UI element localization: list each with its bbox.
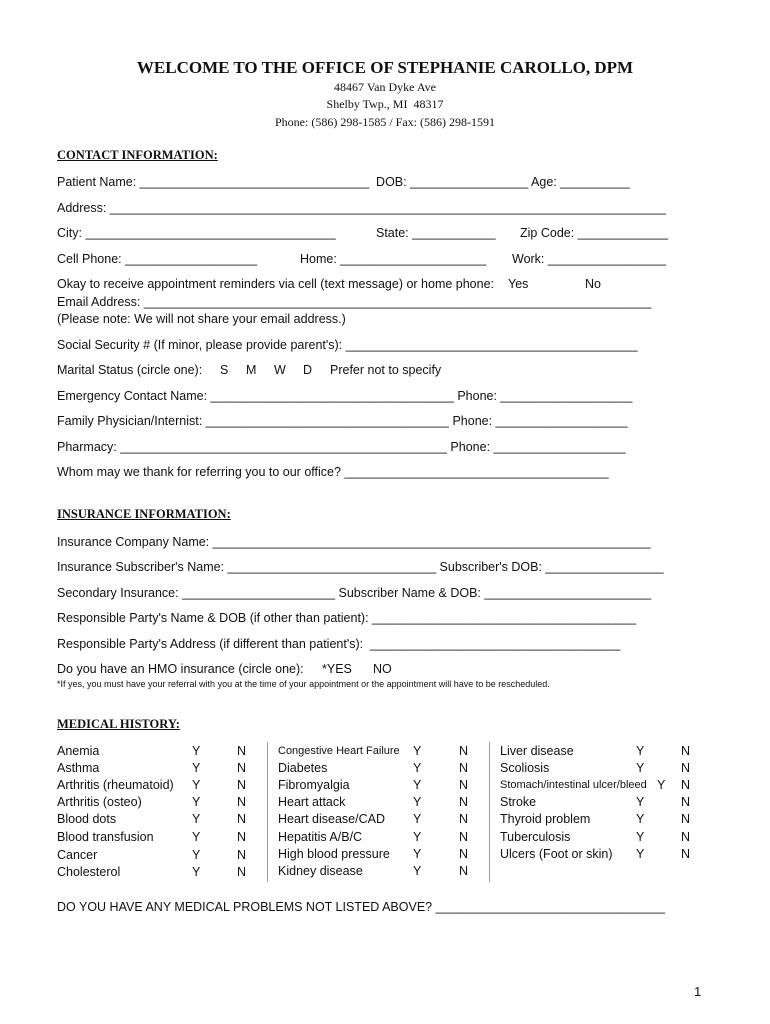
condition-kidney-disease: Kidney disease xyxy=(278,864,363,878)
contact-section-heading: CONTACT INFORMATION: xyxy=(57,148,218,162)
hmo-no-option[interactable]: NO xyxy=(373,662,392,676)
condition-thyroid-problem: Thyroid problem xyxy=(500,812,591,826)
yes-option[interactable]: Y xyxy=(413,847,422,861)
no-option[interactable]: N xyxy=(237,761,247,775)
condition-anemia: Anemia xyxy=(57,744,100,758)
no-option[interactable]: N xyxy=(681,830,691,844)
no-option[interactable]: N xyxy=(459,847,469,861)
no-option[interactable]: N xyxy=(681,778,691,792)
insurance-company-field[interactable]: Insurance Company Name: _______________________________________________________________ xyxy=(57,535,651,549)
condition-stomach-ulcer: Stomach/intestinal ulcer/bleed xyxy=(500,779,647,791)
condition-congestive-heart-failure: Congestive Heart Failure xyxy=(278,745,400,757)
no-option[interactable]: N xyxy=(237,830,247,844)
hmo-yes-option[interactable]: *YES xyxy=(322,662,352,676)
yes-option[interactable]: Y xyxy=(413,864,422,878)
yes-option[interactable]: Y xyxy=(192,761,201,775)
address-line-2: Shelby Twp., MI 48317 xyxy=(326,97,444,111)
insurance-subscriber-field[interactable]: Insurance Subscriber's Name: ______________________________ Subscriber's DOB: _________________ xyxy=(57,560,664,574)
yes-option[interactable]: Y xyxy=(636,830,645,844)
no-option[interactable]: N xyxy=(459,864,469,878)
condition-cancer: Cancer xyxy=(57,848,98,862)
no-option[interactable]: N xyxy=(237,778,247,792)
no-option[interactable]: N xyxy=(237,848,247,862)
condition-blood-dots: Blood dots xyxy=(57,812,117,826)
yes-option[interactable]: Y xyxy=(192,744,201,758)
cell-phone-field[interactable]: Cell Phone: ___________________ xyxy=(57,252,258,266)
reminders-question: Okay to receive appointment reminders via cell (text message) or home phone: xyxy=(57,277,495,291)
yes-option[interactable]: Y xyxy=(192,848,201,862)
marital-status-label: Marital Status (circle one): xyxy=(57,363,203,377)
yes-option[interactable]: Y xyxy=(636,812,645,826)
condition-high-blood-pressure: High blood pressure xyxy=(278,847,390,861)
zip-code-field[interactable]: Zip Code: _____________ xyxy=(520,226,669,240)
yes-option[interactable]: Y xyxy=(636,847,645,861)
no-option[interactable]: N xyxy=(681,795,691,809)
yes-option[interactable]: Y xyxy=(636,744,645,758)
family-physician-field[interactable]: Family Physician/Internist: ___________________________________ Phone: ___________________ xyxy=(57,414,628,428)
condition-asthma: Asthma xyxy=(57,761,100,775)
column-divider xyxy=(267,742,268,882)
no-option[interactable]: N xyxy=(681,744,691,758)
condition-scoliosis: Scoliosis xyxy=(500,761,550,775)
column-divider xyxy=(489,742,490,882)
no-option[interactable]: N xyxy=(681,847,691,861)
condition-cholesterol: Cholesterol xyxy=(57,865,121,879)
condition-arthritis-rheumatoid: Arthritis (rheumatoid) xyxy=(57,778,174,792)
yes-option[interactable]: Y xyxy=(657,778,666,792)
no-option[interactable]: N xyxy=(681,761,691,775)
hmo-referral-note: *If yes, you must have your referral with you at the time of your appointment or the appointment will have to be rescheduled. xyxy=(57,679,550,689)
condition-blood-transfusion: Blood transfusion xyxy=(57,830,154,844)
condition-fibromyalgia: Fibromyalgia xyxy=(278,778,350,792)
no-option[interactable]: N xyxy=(459,812,469,826)
state-field[interactable]: State: ____________ xyxy=(376,226,496,240)
condition-hepatitis: Hepatitis A/B/C xyxy=(278,830,363,844)
yes-option[interactable]: Y xyxy=(192,865,201,879)
condition-tuberculosis: Tuberculosis xyxy=(500,830,571,844)
responsible-party-name-field[interactable]: Responsible Party's Name & DOB (if other than patient): ______________________________________ xyxy=(57,611,637,625)
condition-heart-disease: Heart disease/CAD xyxy=(278,812,385,826)
yes-option[interactable]: Y xyxy=(192,795,201,809)
address-field[interactable]: Address: ________________________________________________________________________________ xyxy=(57,201,666,215)
reminders-no-option[interactable]: No xyxy=(585,277,601,291)
condition-heart-attack: Heart attack xyxy=(278,795,346,809)
yes-option[interactable]: Y xyxy=(192,812,201,826)
hmo-question: Do you have an HMO insurance (circle one): xyxy=(57,662,304,676)
referral-field[interactable]: Whom may we thank for referring you to our office? ______________________________________ xyxy=(57,465,609,479)
no-option[interactable]: N xyxy=(237,865,247,879)
yes-option[interactable]: Y xyxy=(413,744,422,758)
patient-name-field[interactable]: Patient Name: _________________________________ DOB: _________________ Age: __________ xyxy=(57,175,630,189)
secondary-insurance-field[interactable]: Secondary Insurance: ______________________ Subscriber Name & DOB: ________________________ xyxy=(57,586,652,600)
marital-option-married[interactable]: M xyxy=(246,363,257,377)
no-option[interactable]: N xyxy=(459,761,469,775)
emergency-contact-field[interactable]: Emergency Contact Name: ___________________________________ Phone: ___________________ xyxy=(57,389,633,403)
no-option[interactable]: N xyxy=(681,812,691,826)
address-line-1: 48467 Van Dyke Ave xyxy=(334,80,436,94)
home-phone-field[interactable]: Home: _____________________ xyxy=(300,252,487,266)
work-phone-field[interactable]: Work: _________________ xyxy=(512,252,667,266)
email-privacy-note: (Please note: We will not share your email address.) xyxy=(57,312,346,326)
marital-option-divorced[interactable]: D xyxy=(303,363,313,377)
condition-arthritis-osteo: Arthritis (osteo) xyxy=(57,795,142,809)
insurance-section-heading: INSURANCE INFORMATION: xyxy=(57,507,231,521)
social-security-field[interactable]: Social Security # (If minor, please provide parent's): __________________________________________ xyxy=(57,338,638,352)
yes-option[interactable]: Y xyxy=(636,795,645,809)
page-number: 1 xyxy=(694,984,702,999)
page-title: WELCOME TO THE OFFICE OF STEPHANIE CAROLLO, DPM xyxy=(136,58,634,77)
yes-option[interactable]: Y xyxy=(192,778,201,792)
yes-option[interactable]: Y xyxy=(192,830,201,844)
condition-ulcers: Ulcers (Foot or skin) xyxy=(500,847,613,861)
condition-liver-disease: Liver disease xyxy=(500,744,574,758)
medical-section-heading: MEDICAL HISTORY: xyxy=(57,717,180,731)
no-option[interactable]: N xyxy=(459,744,469,758)
no-option[interactable]: N xyxy=(237,744,247,758)
condition-stroke: Stroke xyxy=(500,795,537,809)
city-field[interactable]: City: ____________________________________ xyxy=(57,226,336,240)
other-medical-problems-field[interactable]: DO YOU HAVE ANY MEDICAL PROBLEMS NOT LISTED ABOVE? _________________________________ xyxy=(57,900,666,914)
reminders-yes-option[interactable]: Yes xyxy=(508,277,529,291)
yes-option[interactable]: Y xyxy=(636,761,645,775)
responsible-party-address-field[interactable]: Responsible Party's Address (if different than patient's): ____________________________________ xyxy=(57,637,621,651)
marital-option-widowed[interactable]: W xyxy=(274,363,286,377)
no-option[interactable]: N xyxy=(459,795,469,809)
phone-fax-line: Phone: (586) 298-1585 / Fax: (586) 298-1591 xyxy=(275,115,495,129)
no-option[interactable]: N xyxy=(459,830,469,844)
marital-option-single[interactable]: S xyxy=(220,363,229,377)
no-option[interactable]: N xyxy=(237,795,247,809)
no-option[interactable]: N xyxy=(237,812,247,826)
marital-option-prefer-not[interactable]: Prefer not to specify xyxy=(330,363,442,377)
email-address-field[interactable]: Email Address: _________________________________________________________________________ xyxy=(57,295,652,309)
yes-option[interactable]: Y xyxy=(413,761,422,775)
no-option[interactable]: N xyxy=(459,778,469,792)
yes-option[interactable]: Y xyxy=(413,778,422,792)
condition-diabetes: Diabetes xyxy=(278,761,328,775)
yes-option[interactable]: Y xyxy=(413,812,422,826)
yes-option[interactable]: Y xyxy=(413,795,422,809)
pharmacy-field[interactable]: Pharmacy: _______________________________________________ Phone: ___________________ xyxy=(57,440,626,454)
yes-option[interactable]: Y xyxy=(413,830,422,844)
